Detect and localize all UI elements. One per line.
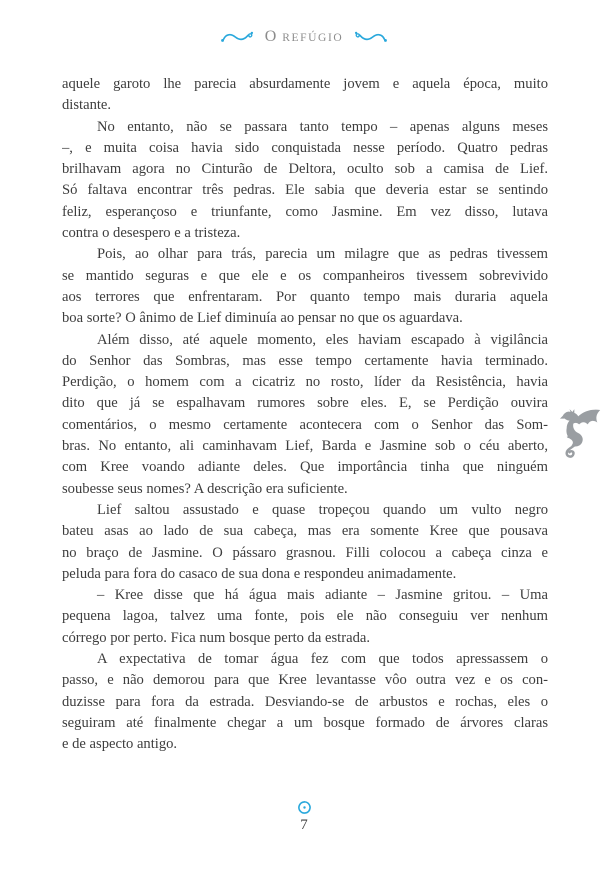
text-line: aquele garoto lhe parecia absurdamente jovem e aquela época, muito [62, 76, 548, 92]
page-title [265, 28, 344, 46]
page-number: 7 [300, 817, 308, 833]
text-line: feliz, esperançoso e triunfante, como Jasmine. Em vez disso, lutava [62, 203, 548, 220]
paragraph [62, 500, 548, 585]
text-line: Lief saltou assustado e quase tropeçou quando um vulto negro [97, 501, 548, 518]
paragraph [62, 585, 548, 649]
title-initial: O [264, 28, 278, 45]
text-line: –, e muita coisa havia sido conquistada nesse período. Quatro pedras [62, 139, 548, 156]
text-line: com Kree voando adiante deles. Que importância tinha que ninguém [62, 459, 548, 476]
text-line: Pois, ao olhar para trás, parecia um milagre que as pedras tivessem [97, 246, 548, 263]
text-line: Perdição, o homem com a cicatriz no rosto, líder da Resistência, havia [62, 374, 548, 391]
text-line: do Senhor das Sombras, mas esse tempo certamente havia terminado. [62, 352, 548, 369]
text-line: – Kree disse que há água mais adiante – Jasmine gritou. – Uma [97, 587, 548, 604]
paragraph [62, 74, 548, 117]
text-line: comentários, o mesmo certamente acontecera com o Senhor das Som- [62, 416, 548, 433]
paragraph [62, 117, 548, 245]
knot-ornament-icon [297, 800, 312, 815]
text-line: córrego por perto. Fica num bosque perto da estrada. [62, 629, 370, 646]
text-line: peluda para fora do casaco de sua dona e respondeu animadamente. [62, 565, 457, 582]
text-line: no braço de Jasmine. O pássaro grasnou. Filli colocou a cabeça cinza e [62, 544, 548, 561]
text-line: Além disso, até aquele momento, eles haviam escapado à vigilância [97, 331, 548, 348]
text-line: contra o desespero e a tristeza. [62, 225, 241, 242]
text-line: bras. No entanto, ali caminhavam Lief, Barda e Jasmine sob o céu aberto, [62, 438, 548, 455]
swirl-ornament-right-icon [354, 30, 388, 44]
text-line: bateu asas ao lado de sua cabeça, mas era somente Kree que pousava [62, 523, 548, 540]
title-rest: REFÚGIO [282, 32, 344, 44]
text-line: aos terrores que enfrentaram. Por quanto tempo mais duraria aquela [62, 288, 548, 305]
text-line: soubesse seus nomes? A descrição era suficiente. [62, 480, 348, 497]
text-line: A expectativa de tomar água fez com que todos apressassem o [97, 651, 548, 668]
swirl-ornament-left-icon [220, 30, 254, 44]
text-line: brilhavam agora no Cinturão de Deltora, oculto sob a camisa de Lief. [62, 161, 548, 178]
text-line: No entanto, não se passara tanto tempo – apenas alguns meses [97, 118, 548, 135]
paragraph [62, 244, 548, 329]
text-line: pequena lagoa, talvez uma fonte, pois ele não conseguiu ver nenhum [62, 608, 548, 625]
text-line: e de aspecto antigo. [62, 736, 178, 753]
text-line: distante. [62, 97, 112, 114]
paragraph [62, 649, 548, 755]
text-line: boa sorte? O ânimo de Lief diminuía ao pensar no que os aguardava. [62, 310, 463, 327]
text-line: seguiram até finalmente chegar a um bosque formado de árvores claras [62, 714, 548, 731]
footer-ornament-row [0, 800, 608, 815]
paragraph [62, 330, 548, 500]
dragon-icon [559, 406, 605, 462]
text-line: se mantido seguras e que ele e os companheiros tivessem sobrevivido [62, 267, 548, 284]
text-line: dito que já se espalhavam rumores sobre eles. E, se Perdição ouvira [62, 395, 548, 412]
chapter-header [0, 28, 608, 46]
body-text [62, 74, 548, 756]
text-line: duzisse para fora da estrada. Desviando-se de arbustos e rochas, eles o [62, 693, 548, 710]
text-line: Só faltava encontrar três pedras. Ele sabia que deveria estar se sentindo [62, 182, 548, 199]
text-line: passo, e não demorou para que Kree levantasse vôo outra vez e os con- [62, 672, 548, 689]
